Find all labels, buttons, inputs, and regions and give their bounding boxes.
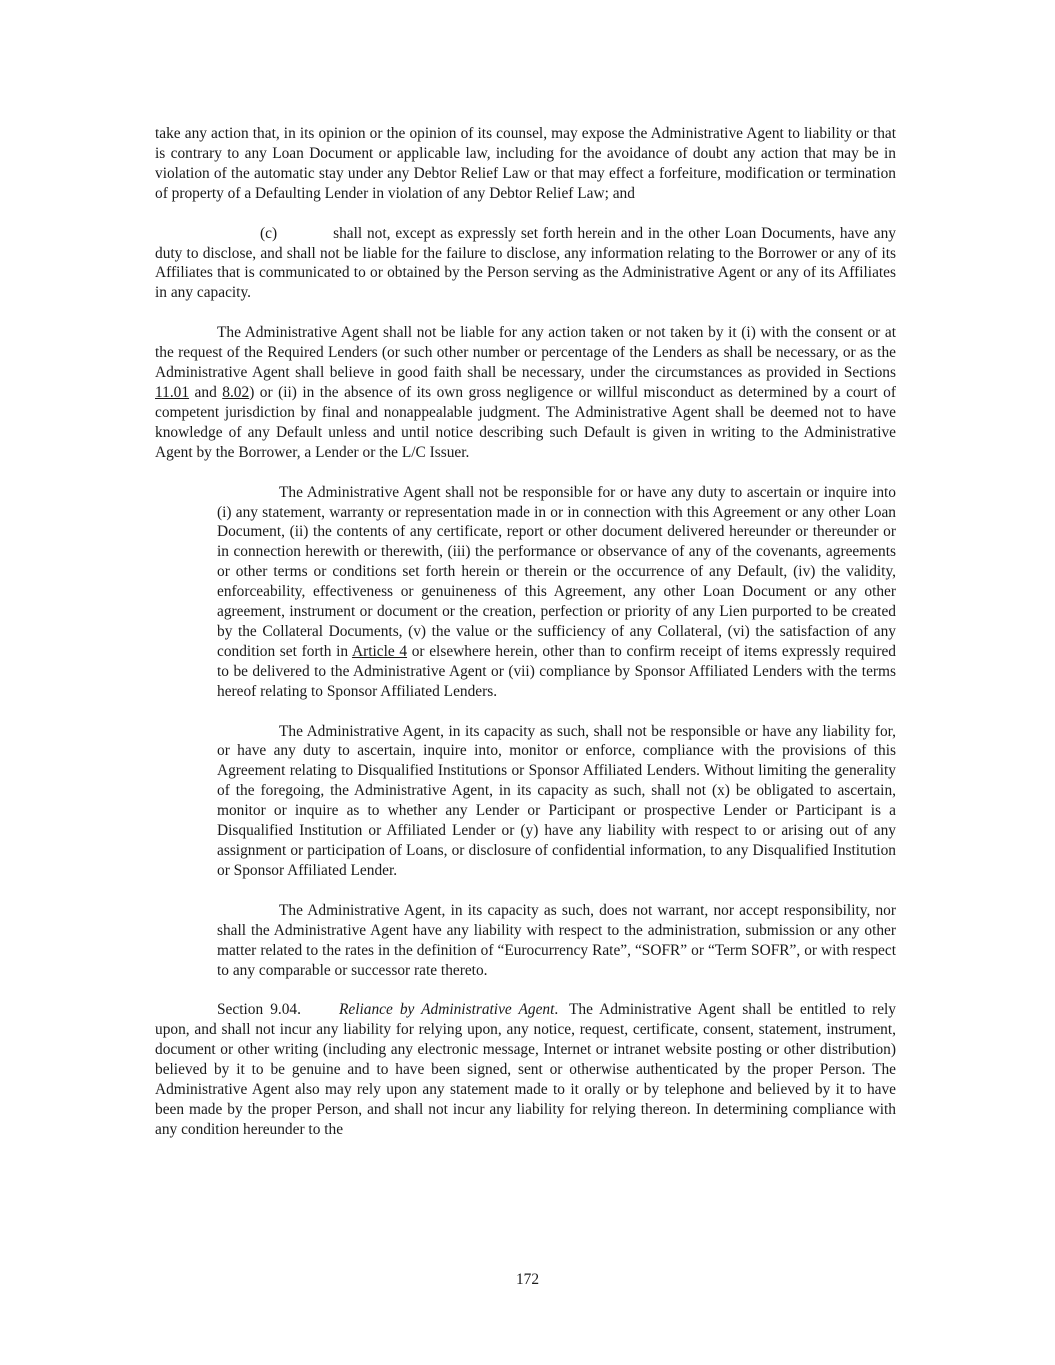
clause-c-text: shall not, except as expressly set forth herein and in the other Loan Documents, have any duty to disclose, and shall not be liable for the failure to disclose, any information relating to the Borrower or any of its Affiliates that is communicated to or obtained by the Person serving as the Administrative Agent or any of its Affiliates in any capacity. — [155, 224, 896, 302]
liability-paragraph: The Administrative Agent shall not be liable for any action taken or not taken by it (i) with the consent or at the request of the Required Lenders (or such other number or percentage of the Lenders as shall be necessary, or as the Administrative Agent shall believe in good faith shall be necessary, under the circumstances as provided in Sections 11.01 and 8.02) or (ii) in the absence of its own gross negligence or willful misconduct as determined by a court of competent jurisdiction by final and nonappealable judgment. The Administrative Agent shall be deemed not to have knowledge of any Default unless and until notice describing such Default is given in writing to the Administrative Agent by the Borrower, a Lender or the L/C Issuer. — [155, 324, 896, 461]
page-number: 172 — [515, 1271, 540, 1288]
section-text: The Administrative Agent shall be entitled to rely upon, and shall not incur any liability for relying upon, any notice, request, certificate, consent, statement, instrument, document or other writing (including any electronic message, Internet or intranet website posting or other distribution) believed by it to be genuine and to have been signed, sent or otherwise authenticated by the proper Person. The Administrative Agent also may rely upon any statement made to it orally or by telephone and believed by it to have been made by the proper Person, and shall not incur any liability for relying thereon. In determining compliance with any condition hereunder to the — [155, 1001, 896, 1138]
rates-paragraph: The Administrative Agent, in its capacity as such, does not warrant, nor accept responsibility, nor shall the Administrative Agent have any liability with respect to the administration, submission or any other matter related to the rates in the definition of “Eurocurrency Rate”, “SOFR” or “Term SOFR”, or with respect to any comparable or successor rate thereto. — [217, 901, 896, 979]
article-reference-4: Article 4 — [351, 642, 408, 660]
section-title: Reliance by Administrative Agent — [338, 1001, 555, 1019]
section-9-04-paragraph: Section 9.04. Reliance by Administrative Agent. The Administrative Agent shall be entitled to rely upon, and shall not incur any liability for relying upon, any notice, request, certificate, consent, statement, instrument, document or other writing (including any electronic message, Internet or intranet website posting or other distribution) believed by it to be genuine and to have been signed, sent or otherwise authenticated by the proper Person. The Administrative Agent also may rely upon any statement made to it orally or by telephone and believed by it to have been made by the proper Person, and shall not incur any liability for relying thereon. In determining compliance with any condition hereunder to the — [155, 1001, 896, 1138]
section-reference-11-01: 11.01 — [155, 383, 190, 401]
paragraph-continuation: take any action that, in its opinion or the opinion of its counsel, may expose the Administrative Agent to liability or that is contrary to any Loan Document or applicable law, including for the avoidance of doubt any action that may be in violation of the automatic stay under any Debtor Relief Law or that may effect a forfeiture, modification or termination of property of a Defaulting Lender in violation of any Debtor Relief Law; and — [155, 125, 896, 202]
clause-c-label: (c) — [260, 224, 278, 242]
responsibility-paragraph: The Administrative Agent shall not be responsible for or have any duty to ascertain or inquire into (i) any statement, warranty or representation made in or in connection with this Agreement or any other Loan Document, (ii) the contents of any certificate, report or other document delivered hereunder or thereunder or in connection herewith or therewith, (iii) the performance or observance of any of the covenants, agreements or other terms or conditions set forth herein or therein or the occurrence of any Default, (iv) the validity, enforceability, effectiveness or genuineness of this Agreement, any other Loan Document or any other agreement, instrument or document or the creation, perfection or priority of any Lien purported to be created by the Collateral Documents, (v) the value or the sufficiency of any Collateral, (vi) the satisfaction of any condition set forth in Article 4 or elsewhere herein, other than to confirm receipt of items expressly required to be delivered to the Administrative Agent or (vii) compliance by Sponsor Affiliated Lenders with the terms hereof relating to Sponsor Affiliated Lenders. — [217, 483, 896, 700]
disqualified-institutions-paragraph: The Administrative Agent, in its capacity as such, shall not be responsible or have any liability for, or have any duty to ascertain, inquire into, monitor or enforce, compliance with the provisions of this Agreement relating to Disqualified Institutions or Sponsor Affiliated Lenders. Without limiting the generality of the foregoing, the Administrative Agent, in its capacity as such, shall not (x) be obligated to ascertain, monitor or inquire as to whether any Lender or Participant or prospective Lender or Participant is a Disqualified Institution or Affiliated Lender or (y) have any liability with respect to or arising out of any assignment or participation of Loans, or disclosure of confidential information, to any Disqualified Institution or Sponsor Affiliated Lender. — [217, 722, 896, 879]
clause-c — [155, 224, 896, 304]
document-page — [155, 124, 896, 1160]
section-reference-8-02: 8.02 — [222, 383, 250, 401]
section-number: Section 9.04. — [217, 1001, 301, 1019]
